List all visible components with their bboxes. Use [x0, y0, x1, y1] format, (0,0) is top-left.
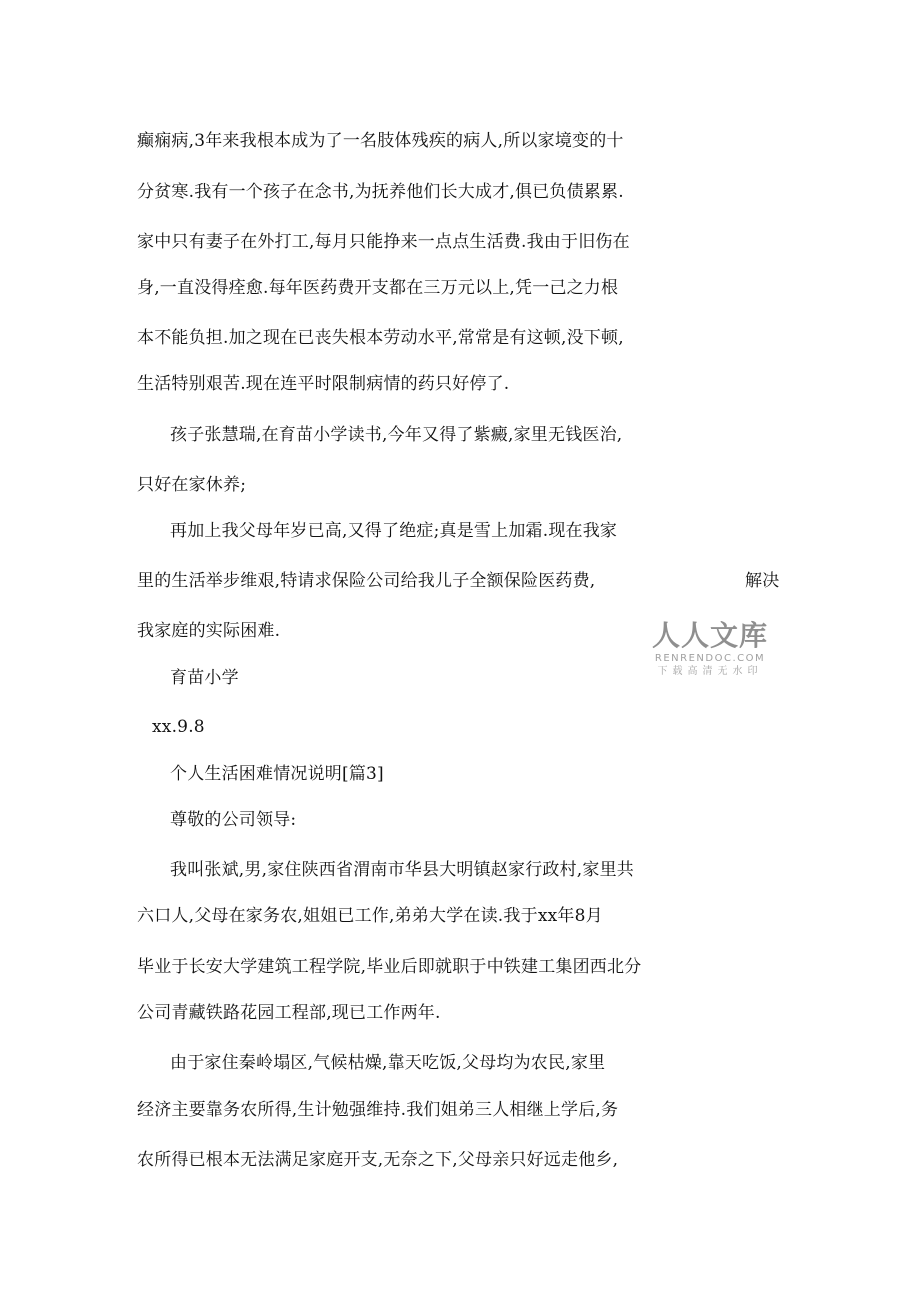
- watermark-logo: 人人文库: [651, 619, 768, 652]
- signature-date: xx.9.8: [152, 717, 205, 737]
- watermark-tagline: 下载高清无水印: [657, 666, 763, 677]
- signature-school: 育苗小学: [170, 668, 239, 688]
- text-line: 我家庭的实际困难.: [137, 621, 281, 641]
- text-line: 本不能负担.加之现在已丧失根本劳动水平,常常是有这顿,没下顿,: [137, 328, 624, 348]
- text-line: 分贫寒.我有一个孩子在念书,为抚养他们长大成才,俱已负债累累.: [137, 182, 624, 202]
- text-line: 我叫张斌,男,家住陕西省渭南市华县大明镇赵家行政村,家里共: [170, 860, 635, 880]
- text-line: 六口人,父母在家务农,姐姐已工作,弟弟大学在读.我于xx年8月: [137, 906, 603, 926]
- text-line: 里的生活举步维艰,特请求保险公司给我儿子全额保险医药费,: [137, 571, 596, 591]
- text-line: 再加上我父母年岁已高,又得了绝症;真是雪上加霜.现在我家: [170, 521, 618, 541]
- text-line: 公司青藏铁路花园工程部,现已工作两年.: [137, 1003, 441, 1023]
- text-line: 只好在家休养;: [137, 475, 247, 495]
- watermark: [645, 620, 775, 678]
- text-line: 生活特别艰苦.现在连平时限制病情的药只好停了.: [137, 374, 510, 394]
- text-line: 解决: [745, 571, 780, 591]
- text-line: 身,一直没得痊愈.每年医药费开支都在三万元以上,凭一己之力根: [137, 278, 619, 298]
- section-title: 个人生活困难情况说明[篇3]: [170, 764, 384, 784]
- salutation: 尊敬的公司领导:: [170, 810, 297, 830]
- text-line: 家中只有妻子在外打工,每月只能挣来一点点生活费.我由于旧伤在: [137, 232, 630, 252]
- text-line: 由于家住秦岭塌区,气候枯燥,靠天吃饭,父母均为农民,家里: [170, 1053, 606, 1073]
- text-line: 癫痫病,3年来我根本成为了一名肢体残疾的病人,所以家境变的十: [137, 131, 624, 151]
- text-line: 经济主要靠务农所得,生计勉强维持.我们姐弟三人相继上学后,务: [137, 1100, 619, 1120]
- text-line: 孩子张慧瑞,在育苗小学读书,今年又得了紫癜,家里无钱医治,: [170, 425, 623, 445]
- text-line: 农所得已根本无法满足家庭开支,无奈之下,父母亲只好远走他乡,: [137, 1150, 619, 1170]
- watermark-domain: RENRENDOC.COM: [654, 653, 766, 664]
- text-line: 毕业于长安大学建筑工程学院,毕业后即就职于中铁建工集团西北分: [137, 957, 642, 977]
